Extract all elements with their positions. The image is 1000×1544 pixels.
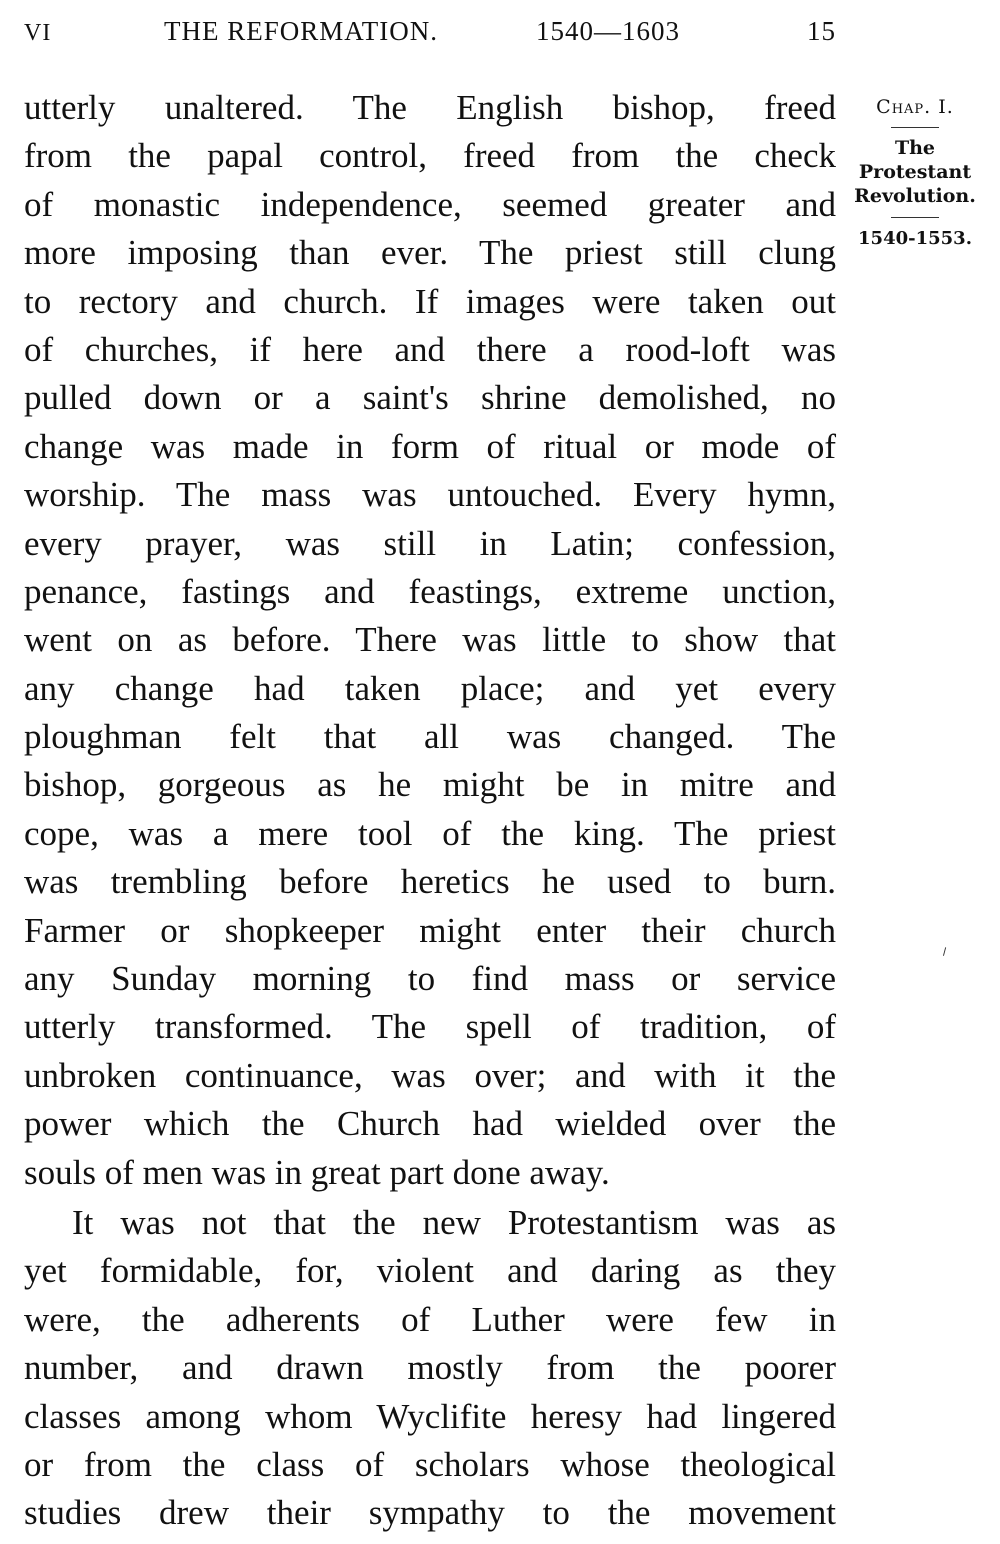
margin-note-topic-line: The bbox=[894, 137, 936, 159]
text-line: of churches, if here and there a rood-loft was bbox=[24, 329, 836, 369]
text-line: to rectory and church. If images were taken out bbox=[24, 281, 836, 321]
margin-note bbox=[840, 96, 990, 249]
header-chapter-number: VI bbox=[24, 20, 52, 46]
text-line: pulled down or a saint's shrine demolished, no bbox=[24, 378, 836, 418]
text-line: ploughman felt that all was changed. The bbox=[24, 717, 836, 757]
text-line: change was made in form of ritual or mode of bbox=[24, 426, 836, 466]
text-line: from the papal control, freed from the check bbox=[24, 136, 836, 176]
margin-note-years: 1540-1553. bbox=[858, 228, 972, 249]
text-line: any Sunday morning to find mass or service bbox=[24, 959, 836, 999]
text-line: studies drew their sympathy to the movement bbox=[24, 1493, 836, 1533]
text-line: Farmer or shopkeeper might enter their church bbox=[24, 910, 836, 950]
margin-note-topic-line: Revolution. bbox=[854, 185, 976, 207]
margin-note-divider bbox=[891, 127, 939, 128]
header-period-years: 1540—1603 bbox=[536, 16, 680, 46]
text-line: every prayer, was still in Latin; confession, bbox=[24, 523, 836, 563]
text-line: went on as before. There was little to show that bbox=[24, 620, 836, 660]
text-line: bishop, gorgeous as he might be in mitre and bbox=[24, 765, 836, 805]
header-book-title: THE REFORMATION. bbox=[164, 16, 439, 46]
text-line: utterly unaltered. The English bishop, freed bbox=[24, 88, 836, 127]
text-line: any change had taken place; and yet every bbox=[24, 668, 836, 708]
margin-note-topic-line: Protestant bbox=[858, 161, 972, 183]
text-line: power which the Church had wielded over the bbox=[24, 1104, 836, 1144]
text-line: yet formidable, for, violent and daring as they bbox=[24, 1251, 836, 1291]
text-line: were, the adherents of Luther were few in bbox=[24, 1299, 836, 1339]
text-line: worship. The mass was untouched. Every hymn, bbox=[24, 475, 836, 515]
text-line: number, and drawn mostly from the poorer bbox=[24, 1348, 836, 1388]
margin-note-divider bbox=[891, 217, 939, 218]
text-line: more imposing than ever. The priest still clung bbox=[24, 233, 836, 273]
text-line: was trembling before heretics he used to burn. bbox=[24, 862, 836, 902]
text-line: penance, fastings and feastings, extreme unction, bbox=[24, 571, 836, 611]
text-line: utterly transformed. The spell of tradition, of bbox=[24, 1007, 836, 1047]
paragraph-2 bbox=[24, 1199, 836, 1538]
body-text bbox=[24, 84, 836, 1538]
running-header bbox=[24, 12, 836, 56]
text-line: of monastic independence, seemed greater and bbox=[24, 184, 836, 224]
text-line: unbroken continuance, was over; and with it the bbox=[24, 1055, 836, 1095]
stray-pencil-mark: ⸝ bbox=[933, 937, 952, 959]
page-number: 15 bbox=[807, 16, 836, 46]
margin-note-chapter: Chap. I. bbox=[876, 96, 954, 118]
text-line: cope, was a mere tool of the king. The priest bbox=[24, 813, 836, 853]
text-line: souls of men was in great part done away. bbox=[24, 1152, 610, 1192]
text-line: It was not that the new Protestantism was as bbox=[72, 1202, 836, 1242]
text-line: classes among whom Wyclifite heresy had lingered bbox=[24, 1396, 836, 1436]
text-line: or from the class of scholars whose theological bbox=[24, 1444, 836, 1484]
paragraph-1 bbox=[24, 84, 836, 1197]
